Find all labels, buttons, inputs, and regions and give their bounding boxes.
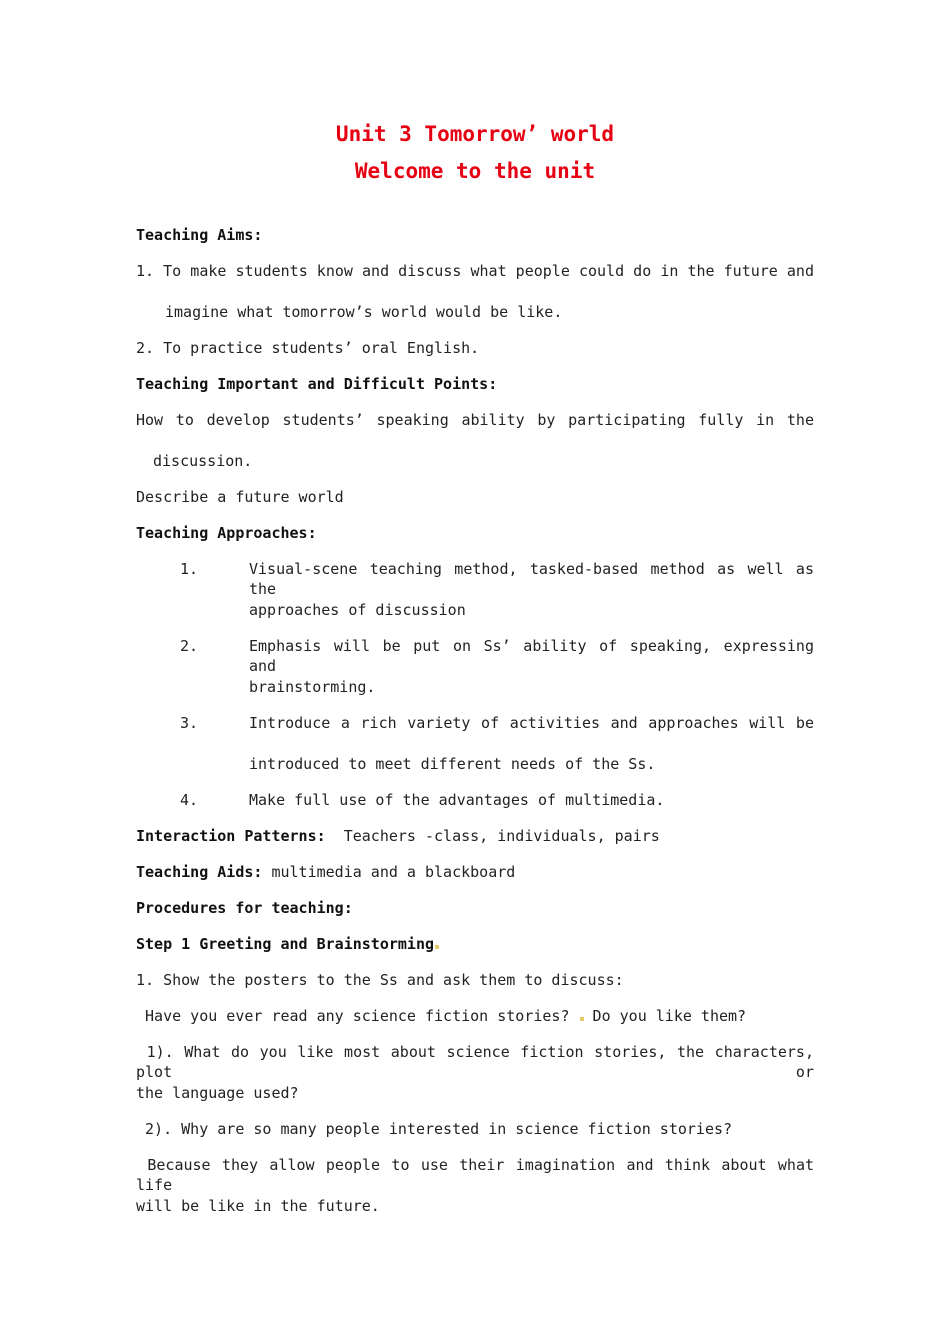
step1-sub-2: 2). Why are so many people interested in science fiction stories? <box>136 1120 733 1138</box>
approach-number: 1. <box>180 560 199 578</box>
aids-value: multimedia and a blackboard <box>262 863 516 881</box>
approach-item-2-line-1: Emphasis will be put on Ss’ ability of speaking, expressing and <box>249 637 814 675</box>
approach-item-1-line-2: approaches of discussion <box>249 601 466 619</box>
approach-item-4-line-1: Make full use of the advantages of multimedia. <box>249 791 665 809</box>
approach-item-2-line-2: brainstorming. <box>249 678 376 696</box>
interaction-patterns <box>136 826 660 846</box>
step1-item-1: 1. Show the posters to the Ss and ask them to discuss: <box>136 971 624 989</box>
interaction-label: Interaction Patterns: <box>136 827 326 845</box>
approach-number: 3. <box>180 714 199 732</box>
interaction-value: Teachers -class, individuals, pairs <box>325 827 660 845</box>
step1-heading-row <box>136 934 439 954</box>
step1-answer-line-1: Because they allow people to use their imagination and think about what life <box>136 1156 824 1194</box>
approach-number: 2. <box>180 637 199 655</box>
unit-title: Unit 3 Tomorrow’ world <box>335 122 615 146</box>
approach-item-3-line-2: introduced to meet different needs of the Ss. <box>249 755 656 773</box>
points-heading: Teaching Important and Difficult Points: <box>136 375 498 393</box>
points-line-3: Describe a future world <box>136 488 344 506</box>
unit-subtitle: Welcome to the unit <box>354 159 596 183</box>
approach-item-1-line-1: Visual-scene teaching method, tasked-based method as well as the <box>249 560 814 598</box>
procedures-heading: Procedures for teaching: <box>136 899 353 917</box>
step1-heading: Step 1 Greeting and Brainstorming <box>136 935 435 953</box>
aims-heading: Teaching Aims: <box>136 226 263 244</box>
step1-question-row <box>136 1006 746 1026</box>
approach-number: 4. <box>180 791 199 809</box>
step1-sub-1-line-2: the language used? <box>136 1084 299 1102</box>
approaches-heading: Teaching Approaches: <box>136 524 317 542</box>
highlight-mark <box>435 945 439 949</box>
approach-item-3-line-1: Introduce a rich variety of activities and approaches will be <box>249 714 814 732</box>
step1-answer-line-2: will be like in the future. <box>136 1197 380 1215</box>
aims-item-2: 2. To practice students’ oral English. <box>136 339 480 357</box>
step1-sub-1-line-1: 1). What do you like most about science fiction stories, the characters, plot or <box>136 1043 824 1081</box>
step1-question-b: Do you like them? <box>583 1007 747 1025</box>
aims-item-1-line-2: imagine what tomorrow’s world would be like. <box>165 303 563 321</box>
step1-question-a: Have you ever read any science fiction stories? <box>136 1007 579 1025</box>
points-para-line-1: How to develop students’ speaking ability by participating fully in the <box>136 411 814 429</box>
aids-label: Teaching Aids: <box>136 863 263 881</box>
points-para-line-2: discussion. <box>153 452 253 470</box>
teaching-aids <box>136 862 515 882</box>
aims-item-1-line-1: 1. To make students know and discuss what people could do in the future and <box>136 262 814 280</box>
